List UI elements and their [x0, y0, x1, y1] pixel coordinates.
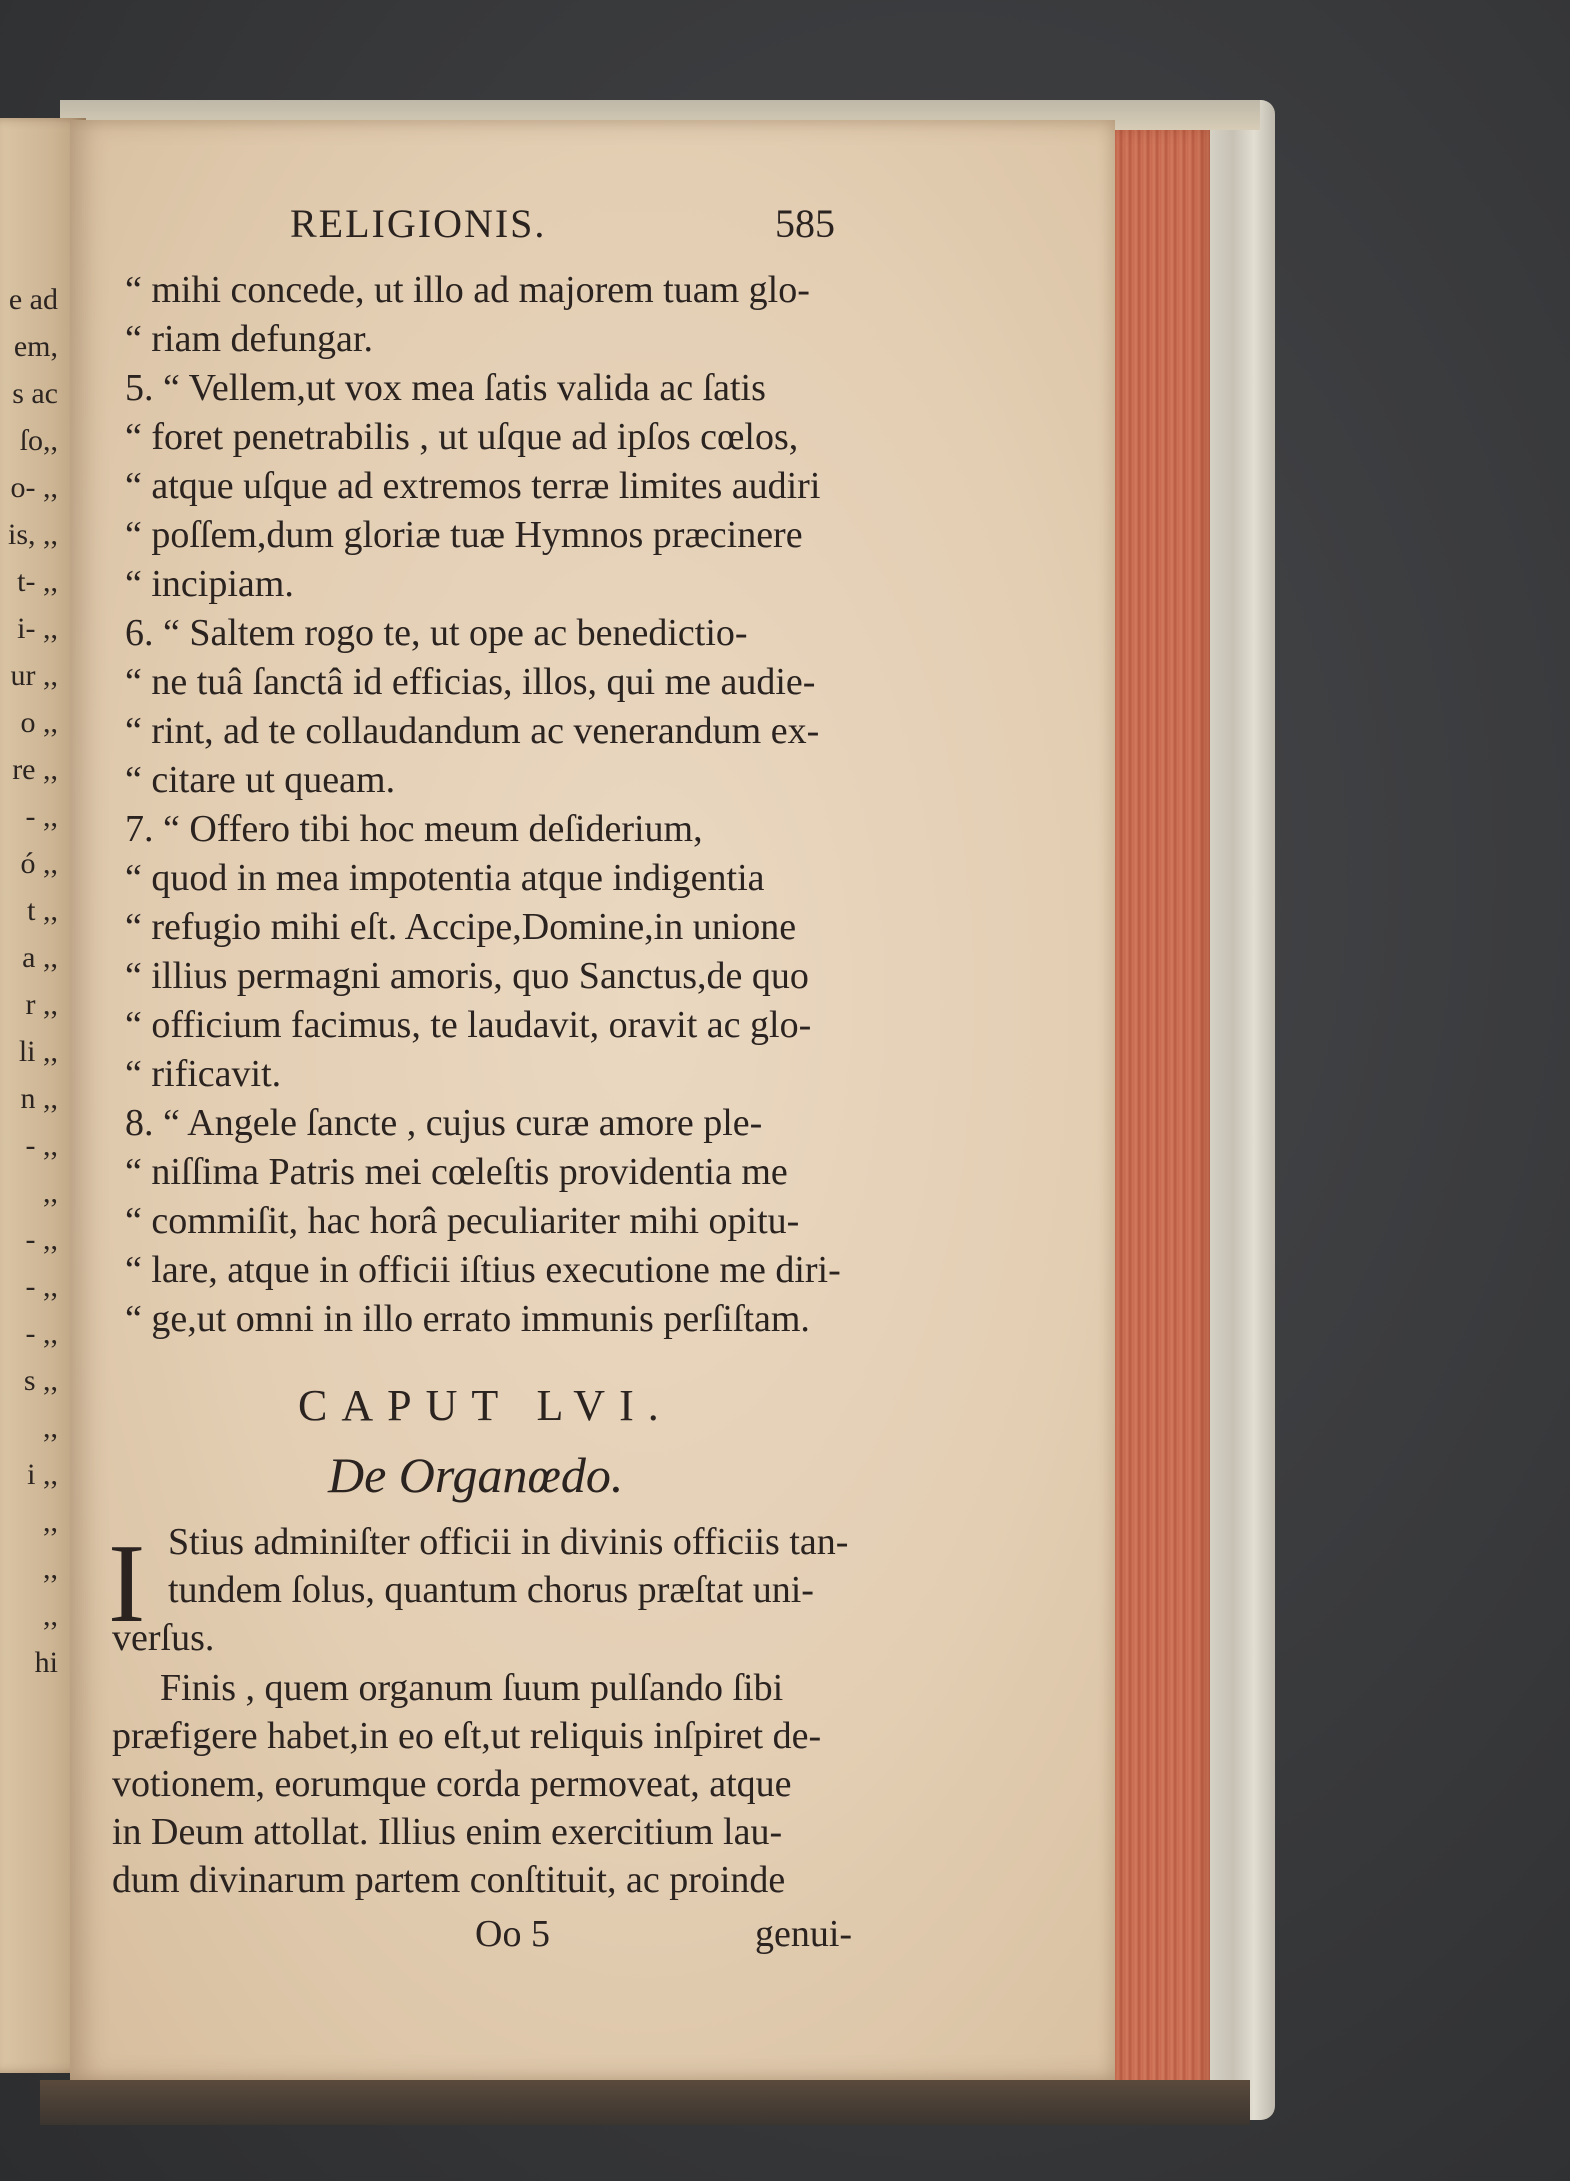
- body-line: “ riam defungar.: [125, 318, 373, 360]
- body-line: “ quod in mea impotentia atque indigentia: [125, 857, 765, 899]
- left-page-fragment: n ,,: [20, 1082, 58, 1115]
- paragraph-line: votionem, eorumque corda permoveat, atque: [112, 1763, 792, 1805]
- body-line: “ refugio mihi eſt. Accipe,Domine,in unione: [125, 906, 797, 948]
- chapter-title: De Organœdo.: [328, 1447, 624, 1503]
- body-line: “ commiſit, hac horâ peculiariter mihi opitu-: [125, 1200, 800, 1242]
- paragraph-line: verſus.: [112, 1617, 215, 1659]
- left-page-fragment: hi: [34, 1646, 58, 1679]
- left-page-fragment: - ,,: [25, 1317, 58, 1350]
- body-line: “ incipiam.: [125, 563, 294, 605]
- left-page-fragment: ,,: [43, 1599, 58, 1632]
- left-page-fragment: ,,: [43, 1505, 58, 1538]
- body-line: “ niſſima Patris mei cœleſtis providentia me: [125, 1151, 788, 1193]
- body-line: “ ge,ut omni in illo errato immunis perſiſtam.: [125, 1298, 810, 1340]
- body-line: “ lare, atque in officii iſtius executione me diri-: [125, 1249, 841, 1291]
- left-page-fragment: - ,,: [25, 1270, 58, 1303]
- body-line: “ mihi concede, ut illo ad majorem tuam glo-: [125, 269, 810, 311]
- page-number: 585: [775, 201, 835, 246]
- left-page-fragment: i ,,: [27, 1458, 58, 1491]
- paragraph-line: Stius adminiſter officii in divinis officiis tan-: [168, 1521, 849, 1563]
- paragraph-line: dum divinarum partem conſtituit, ac proinde: [112, 1859, 786, 1901]
- body-line: 8. “ Angele ſancte , cujus curæ amore ple-: [125, 1102, 763, 1144]
- left-page-fragment: s ac: [12, 377, 58, 410]
- paragraph-line: præfigere habet,in eo eſt,ut reliquis inſpiret de-: [112, 1715, 822, 1757]
- left-page-fragment: - ,,: [25, 800, 58, 833]
- left-page-fragment: - ,,: [25, 1129, 58, 1162]
- book-cover-edge: [1205, 100, 1275, 2120]
- paragraph-line: Finis , quem organum ſuum pulſando ſibi: [160, 1667, 784, 1709]
- left-page-fragment: e ad: [8, 283, 58, 316]
- left-page-fragment: o- ,,: [10, 471, 58, 504]
- body-line: “ rificavit.: [125, 1053, 282, 1095]
- body-line: 7. “ Offero tibi hoc meum deſiderium,: [125, 808, 703, 850]
- signature-mark: Oo 5: [475, 1913, 550, 1955]
- left-page-fragment: re ,,: [12, 753, 58, 786]
- body-line: “ rint, ad te collaudandum ac venerandum ex-: [125, 710, 820, 752]
- left-page-fragment: is, ,,: [7, 518, 58, 551]
- left-page-fragment: li ,,: [18, 1035, 58, 1068]
- body-line: “ officium facimus, te laudavit, oravit ac glo-: [125, 1004, 812, 1046]
- body-line: “ citare ut queam.: [125, 759, 396, 801]
- left-page-fragment: ,,: [43, 1176, 58, 1209]
- chapter-heading: CAPUT LVI.: [298, 1381, 673, 1430]
- left-page-fragment: t- ,,: [17, 565, 58, 598]
- left-page-fragment: ,,: [43, 1552, 58, 1585]
- body-line: 6. “ Saltem rogo te, ut ope ac benedictio-: [125, 612, 748, 654]
- left-page-fragment: a ,,: [22, 941, 58, 974]
- left-page-fragment: s ,,: [23, 1364, 58, 1397]
- left-page-fragment: em,: [13, 330, 58, 363]
- left-page-fragment: o ,,: [20, 706, 58, 739]
- paragraph-line: in Deum attollat. Illius enim exercitium lau-: [112, 1811, 783, 1853]
- body-line: 5. “ Vellem,ut vox mea ſatis valida ac ſatis: [125, 367, 766, 409]
- catchword: genui-: [755, 1913, 853, 1955]
- body-line: “ foret penetrabilis , ut uſque ad ipſos cœlos,: [125, 416, 799, 458]
- drop-cap: I: [108, 1522, 146, 1646]
- left-page-fragment: ur ,,: [10, 659, 58, 692]
- body-line: “ ne tuâ ſanctâ id efficias, illos, qui me audie-: [125, 661, 816, 703]
- left-page-fragment: ó ,,: [20, 847, 58, 880]
- body-line: “ illius permagni amoris, quo Sanctus,de quo: [125, 955, 809, 997]
- left-page-fragment: ,,: [43, 1411, 58, 1444]
- book-bottom-edge: [40, 2080, 1250, 2125]
- left-page-fragment: t ,,: [27, 894, 58, 927]
- running-head: RELIGIONIS.: [290, 201, 547, 246]
- red-page-edges: [1106, 124, 1210, 2112]
- left-page-fragment: - ,,: [25, 1223, 58, 1256]
- left-page-fragment: r ,,: [25, 988, 58, 1021]
- left-page-fragment: ſo,,: [19, 424, 58, 457]
- paragraph-line: tundem ſolus, quantum chorus præſtat uni-: [168, 1569, 814, 1611]
- body-line: “ atque uſque ad extremos terræ limites audiri: [125, 465, 821, 507]
- left-page-fragment: i- ,,: [17, 612, 58, 645]
- body-line: “ poſſem,dum gloriæ tuæ Hymnos præcinere: [125, 514, 803, 556]
